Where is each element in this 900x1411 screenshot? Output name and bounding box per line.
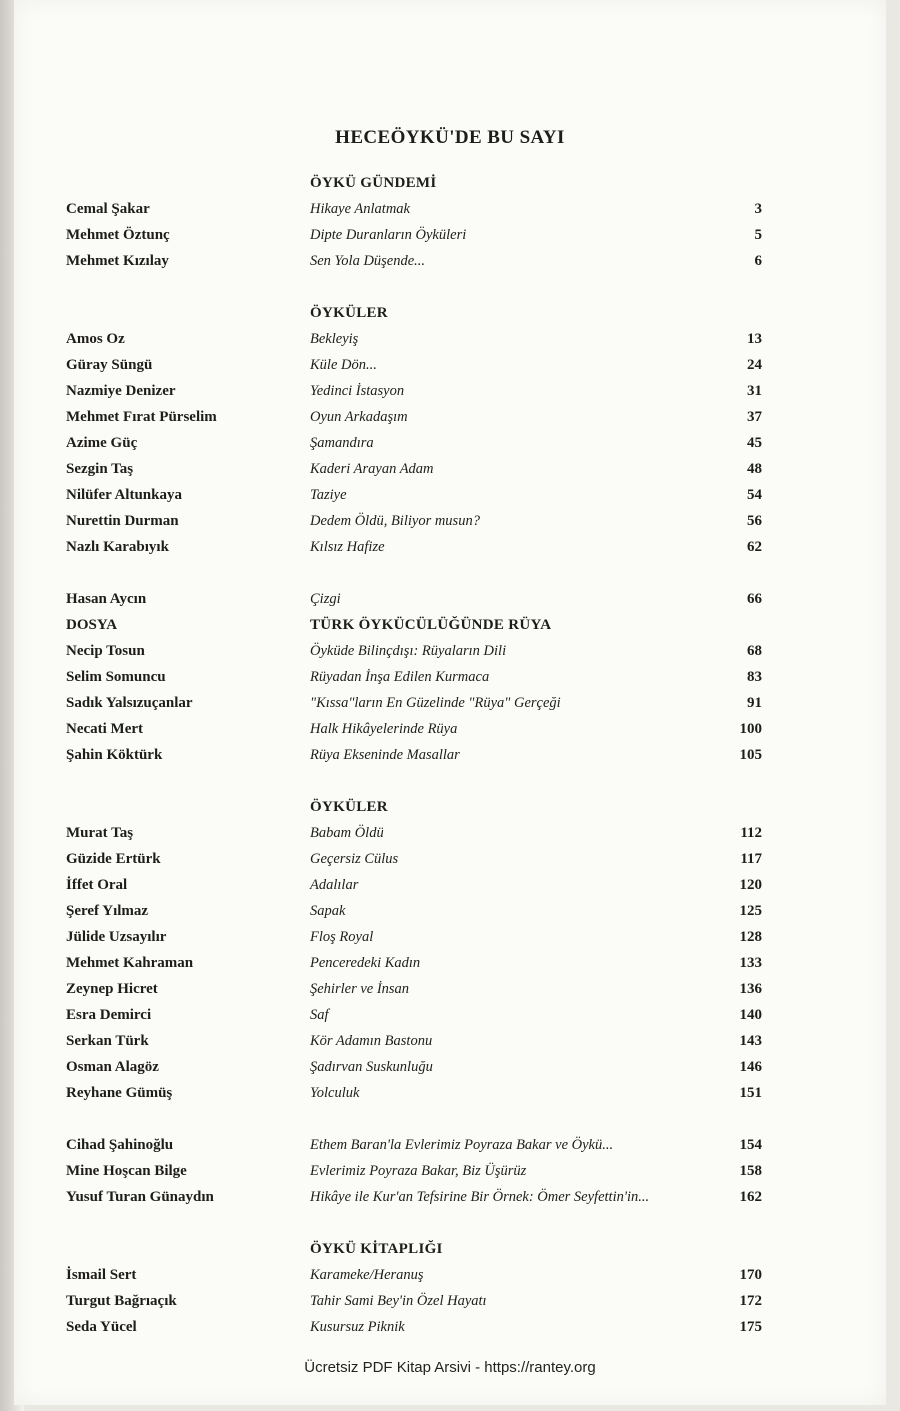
story-title: Floş Royal (310, 929, 374, 945)
story-title: Halk Hikâyelerinde Rüya (310, 721, 458, 737)
page-number: 172 (739, 1293, 762, 1309)
author-name: Reyhane Gümüş (66, 1085, 173, 1101)
toc-entry (0, 846, 900, 872)
toc-section-heading (0, 300, 900, 326)
page-number: 48 (747, 461, 762, 477)
toc-entry (0, 950, 900, 976)
author-name: Selim Somuncu (66, 669, 166, 685)
story-title: Öyküde Bilinçdışı: Rüyaların Dili (310, 643, 507, 659)
page-number: 105 (739, 747, 762, 763)
toc-entry (0, 1132, 900, 1158)
page-number: 24 (747, 357, 762, 373)
page-number: 175 (739, 1319, 762, 1335)
section-title: ÖYKÜ KİTAPLIĞI (310, 1241, 443, 1257)
author-name: Güray Süngü (66, 357, 153, 373)
toc-entry (0, 1314, 900, 1340)
toc-entry (0, 326, 900, 352)
toc-entry (0, 378, 900, 404)
toc-entry (0, 482, 900, 508)
toc-entry (0, 456, 900, 482)
toc-entry (0, 820, 900, 846)
toc-entry (0, 742, 900, 768)
story-title: Dipte Duranların Öyküleri (310, 227, 467, 243)
author-name: Hasan Aycın (66, 591, 147, 607)
page-number: 136 (739, 981, 762, 997)
page-number: 54 (747, 487, 762, 503)
author-name: Turgut Bağrıaçık (66, 1293, 177, 1309)
author-name: Necip Tosun (66, 643, 145, 659)
toc-entry (0, 1028, 900, 1054)
page-number: 162 (739, 1189, 762, 1205)
author-name: Mine Hoşcan Bilge (66, 1163, 187, 1179)
story-title: Ethem Baran'la Evlerimiz Poyraza Bakar ve Öykü... (310, 1137, 614, 1153)
story-title: Dedem Öldü, Biliyor musun? (310, 513, 480, 529)
page-number: 100 (739, 721, 762, 737)
toc-entry (0, 1288, 900, 1314)
author-name: Seda Yücel (66, 1319, 137, 1335)
section-title: TÜRK ÖYKÜCÜLÜĞÜNDE RÜYA (310, 617, 552, 633)
toc-entry (0, 898, 900, 924)
section-title: ÖYKÜLER (310, 799, 388, 815)
toc-entry (0, 638, 900, 664)
story-title: "Kıssa"ların En Güzelinde "Rüya" Gerçeği (310, 695, 561, 711)
page-number: 133 (739, 955, 762, 971)
page-title: HECEÖYKÜ'DE BU SAYI (335, 127, 565, 148)
page-number: 154 (739, 1137, 762, 1153)
story-title: Kaderi Arayan Adam (310, 461, 434, 477)
story-title: Küle Dön... (310, 357, 377, 373)
toc-entry (0, 248, 900, 274)
story-title: Hikâye ile Kur'an Tefsirine Bir Örnek: Ömer Seyfettin'in... (310, 1189, 650, 1205)
page-number: 56 (747, 513, 762, 529)
author-name: Mehmet Fırat Pürselim (66, 409, 217, 425)
author-name: Mehmet Öztunç (66, 227, 170, 243)
toc-entry (0, 716, 900, 742)
toc-entry (0, 1054, 900, 1080)
story-title: Babam Öldü (310, 825, 384, 841)
author-name: Nazmiye Denizer (66, 383, 176, 399)
toc-entry (0, 924, 900, 950)
author-name: Zeynep Hicret (66, 981, 158, 997)
story-title: Şadırvan Suskunluğu (310, 1059, 433, 1075)
page-number: 13 (747, 331, 762, 347)
toc-entry (0, 976, 900, 1002)
toc-entry (0, 872, 900, 898)
toc-entry (0, 1002, 900, 1028)
story-title: Penceredeki Kadın (310, 955, 421, 971)
author-name: Osman Alagöz (66, 1059, 159, 1075)
page-number: 62 (747, 539, 762, 555)
toc-entry (0, 1262, 900, 1288)
toc-entry (0, 196, 900, 222)
author-name: Serkan Türk (66, 1033, 149, 1049)
story-title: Saf (310, 1007, 329, 1023)
author-name: Sadık Yalsızuçanlar (66, 695, 193, 711)
toc-entry (0, 222, 900, 248)
author-name: Mehmet Kahraman (66, 955, 194, 971)
page-number: 140 (739, 1007, 762, 1023)
page-number: 91 (747, 695, 762, 711)
story-title: Yedinci İstasyon (310, 383, 405, 399)
toc-entry (0, 404, 900, 430)
page-number: 5 (754, 227, 762, 243)
author-name: Jülide Uzsayılır (66, 929, 167, 945)
author-name: Murat Taş (66, 825, 134, 841)
author-name: Nilüfer Altunkaya (66, 487, 182, 503)
story-title: Evlerimiz Poyraza Bakar, Biz Üşürüz (310, 1163, 527, 1179)
story-title: Yolculuk (310, 1085, 360, 1101)
page-number: 146 (739, 1059, 762, 1075)
toc-entry (0, 664, 900, 690)
story-title: Rüyadan İnşa Edilen Kurmaca (310, 669, 490, 685)
toc-entry (0, 612, 900, 638)
toc-section-heading (0, 794, 900, 820)
author-name: İffet Oral (66, 877, 128, 893)
story-title: Kılsız Hafize (310, 539, 385, 555)
page-number: 128 (739, 929, 762, 945)
author-name: Nurettin Durman (66, 513, 179, 529)
toc-entry (0, 508, 900, 534)
footer-watermark: Ücretsiz PDF Kitap Arsivi - https://rantey.org (304, 1359, 596, 1376)
story-title: Rüya Ekseninde Masallar (310, 747, 460, 763)
story-title: Oyun Arkadaşım (310, 409, 408, 425)
story-title: Geçersiz Cülus (310, 851, 399, 867)
page-number: 151 (739, 1085, 762, 1101)
page-number: 45 (747, 435, 762, 451)
author-name: Sezgin Taş (66, 461, 134, 477)
author-name: Azime Güç (66, 435, 138, 451)
toc-entry (0, 1184, 900, 1210)
story-title: Tahir Sami Bey'in Özel Hayatı (310, 1293, 487, 1309)
page-number: 170 (739, 1267, 762, 1283)
toc-entry (0, 430, 900, 456)
toc-section-heading (0, 1236, 900, 1262)
story-title: Çizgi (310, 591, 341, 607)
story-title: Kör Adamın Bastonu (310, 1033, 433, 1049)
toc-entry (0, 1080, 900, 1106)
page-number: 6 (754, 253, 762, 269)
toc-entry (0, 586, 900, 612)
story-title: Taziye (310, 487, 347, 503)
story-title: Kusursuz Piknik (310, 1319, 405, 1335)
story-title: Sapak (310, 903, 346, 919)
page-number: 83 (747, 669, 762, 685)
story-title: Adalılar (310, 877, 359, 893)
page-number: 120 (739, 877, 762, 893)
author-name: Şeref Yılmaz (66, 903, 149, 919)
page-number: 143 (739, 1033, 762, 1049)
page-number: 3 (754, 201, 762, 217)
story-title: Karameke/Heranuş (310, 1267, 424, 1283)
toc-entry (0, 352, 900, 378)
page-number: 37 (747, 409, 762, 425)
section-title: ÖYKÜLER (310, 305, 388, 321)
author-name: Amos Oz (66, 331, 125, 347)
author-name: Cemal Şakar (66, 201, 150, 217)
story-title: Şehirler ve İnsan (310, 981, 410, 997)
author-name: Cihad Şahinoğlu (66, 1137, 174, 1153)
page-number: 112 (740, 825, 762, 841)
author-name: Yusuf Turan Günaydın (66, 1189, 214, 1205)
page-number: 31 (747, 383, 762, 399)
story-title: Sen Yola Düşende... (310, 253, 426, 269)
page-number: 117 (740, 851, 762, 867)
section-title: ÖYKÜ GÜNDEMİ (310, 175, 437, 191)
story-title: Bekleyiş (310, 331, 359, 347)
author-name: Mehmet Kızılay (66, 253, 169, 269)
author-name: Şahin Köktürk (66, 747, 163, 763)
toc-section-heading (0, 170, 900, 196)
page-number: 68 (747, 643, 762, 659)
page-number: 158 (739, 1163, 762, 1179)
page-number: 66 (747, 591, 762, 607)
story-title: Şamandıra (310, 435, 374, 451)
author-name: Nazlı Karabıyık (66, 539, 169, 555)
page-number: 125 (739, 903, 762, 919)
toc-entry (0, 690, 900, 716)
author-name: Necati Mert (66, 721, 144, 737)
story-title: Hikaye Anlatmak (310, 201, 410, 217)
author-name: Güzide Ertürk (66, 851, 161, 867)
author-name: Esra Demirci (66, 1007, 152, 1023)
author-name: DOSYA (66, 617, 118, 633)
author-name: İsmail Sert (66, 1267, 137, 1283)
toc-entry (0, 534, 900, 560)
toc-entry (0, 1158, 900, 1184)
